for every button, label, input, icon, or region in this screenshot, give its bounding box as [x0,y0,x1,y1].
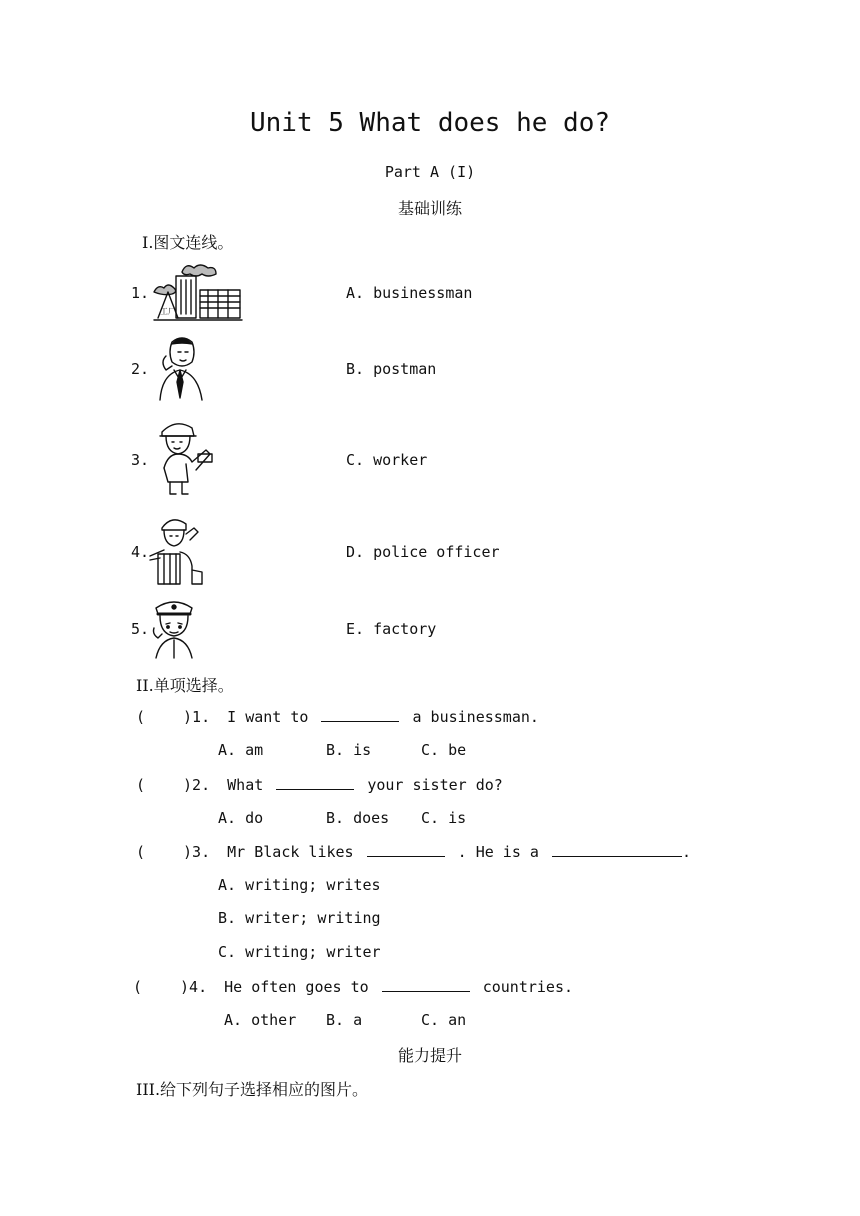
q2-3-option-b: B. writer; writing [218,909,381,927]
q2-2-option-b: B. does [326,809,390,827]
q1-option: E. factory [346,620,437,638]
answer-paren-open: ( [136,843,146,861]
question-number: )4. [180,978,208,996]
q1-option: B. postman [346,360,437,378]
q2-3-option-c: C. writing; writer [218,943,381,961]
question-stem: . He is a [457,843,539,861]
answer-paren-open: ( [136,776,146,794]
police-officer-icon [150,598,200,660]
section-basic-heading: 基础训练 [397,199,462,218]
question-number: )2. [183,776,211,794]
question-number: )1. [183,708,211,726]
fill-blank[interactable] [552,842,682,857]
q2-2-option-a: A. do [218,809,264,827]
factory-sign-text: 工厂 [160,307,176,316]
q2-4-option-b: B. a [326,1011,363,1029]
q1-item-number: 3. [131,451,150,469]
q2-heading: II.单项选择。 [136,676,234,695]
q1-item-number: 5. [131,620,150,638]
q1-option: D. police officer [346,543,500,561]
q2-1-option-a: A. am [218,741,264,759]
q1-item-number: 1. [131,284,150,302]
postman-icon [154,418,218,496]
q1-heading: Ⅰ.图文连线。 [142,233,234,252]
q2-4-option-c: C. an [421,1011,467,1029]
question-stem: Mr Black likes [227,843,354,861]
q1-item-number: 4. [131,543,150,561]
question-row [136,775,503,794]
section-advanced-heading: 能力提升 [397,1046,462,1065]
question-row [136,842,691,861]
answer-paren-open: ( [136,708,146,726]
q1-option: A. businessman [346,284,473,302]
q2-4-option-a: A. other [224,1011,297,1029]
question-stem: He often goes to [224,978,369,996]
businessman-icon [152,334,208,402]
q2-2-option-c: C. is [421,809,467,827]
factory-icon [152,262,246,322]
question-stem: . [681,843,691,861]
q2-1-option-b: B. is [326,741,372,759]
answer-paren-open: ( [133,978,143,996]
question-stem: What [227,776,264,794]
question-stem: your sister do? [367,776,503,794]
question-row [136,707,539,726]
worker-icon [148,514,212,588]
fill-blank[interactable] [276,775,354,790]
question-stem: a businessman. [412,708,539,726]
q1-item-number: 2. [131,360,150,378]
fill-blank[interactable] [382,977,470,992]
question-stem: countries. [482,978,574,996]
page-title: Unit 5 What does he do? [249,108,611,138]
fill-blank[interactable] [321,707,399,722]
question-number: )3. [183,843,211,861]
q2-1-option-c: C. be [421,741,467,759]
q1-option: C. worker [346,451,428,469]
fill-blank[interactable] [367,842,445,857]
q3-heading: III.给下列句子选择相应的图片。 [136,1080,369,1099]
part-label: Part A (I) [384,163,476,181]
q2-3-option-a: A. writing; writes [218,876,381,894]
question-stem: I want to [227,708,309,726]
question-row [133,977,573,996]
